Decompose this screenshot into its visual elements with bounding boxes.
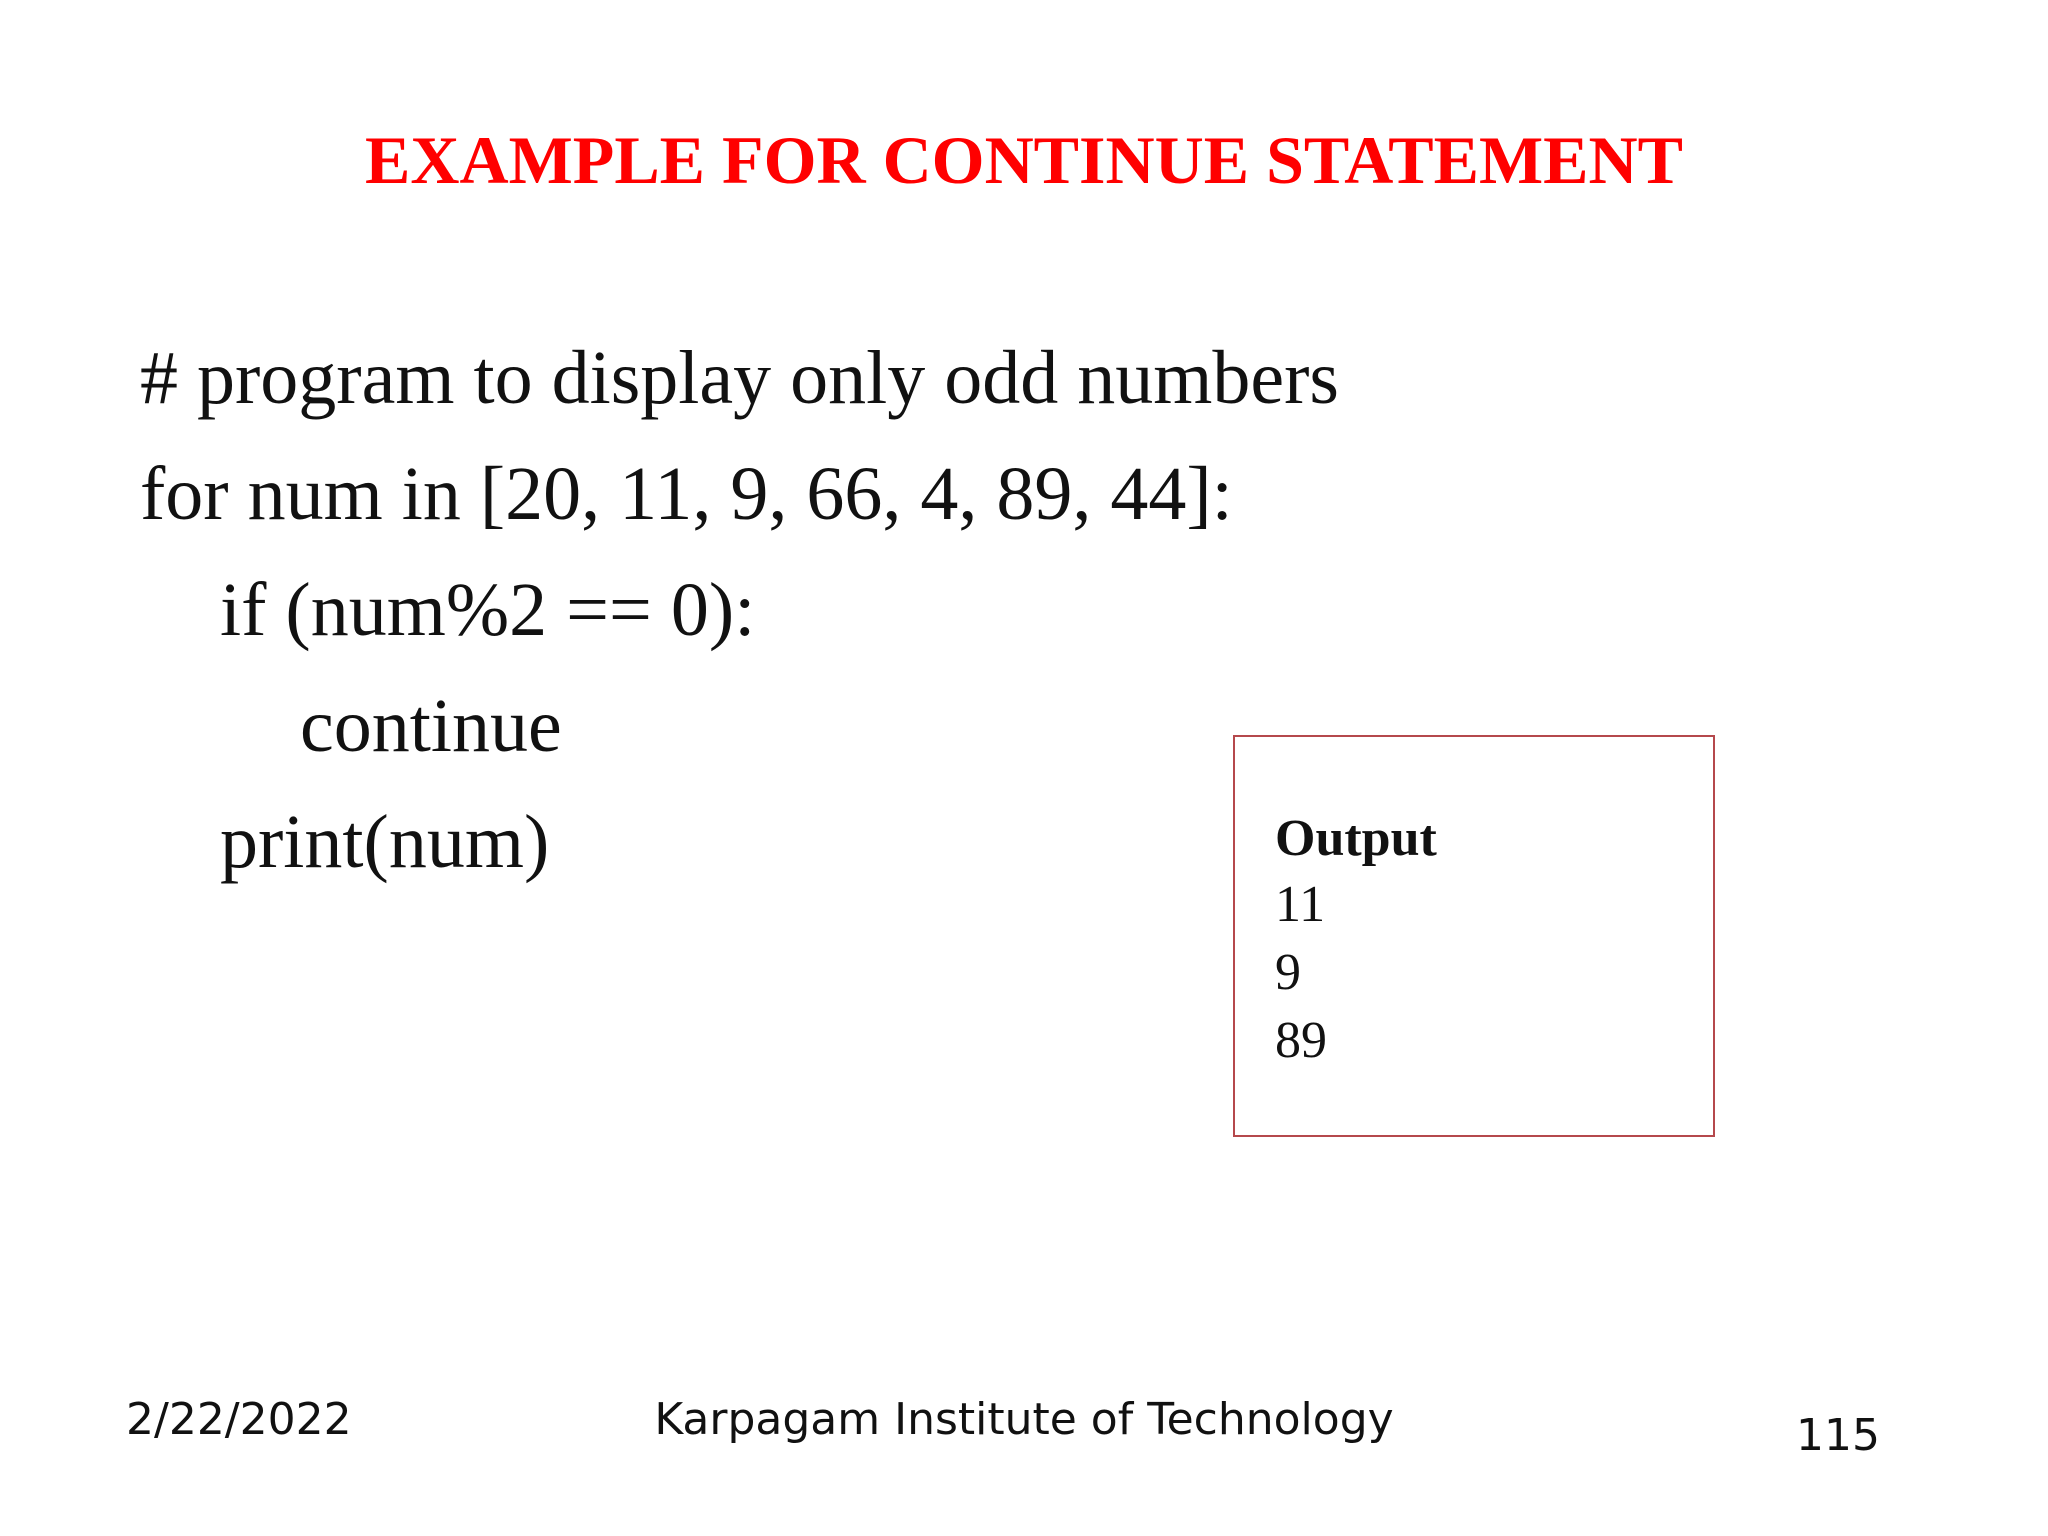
code-if-line: if (num%2 == 0): — [220, 568, 756, 652]
output-value: 9 — [1275, 944, 1301, 1001]
output-value: 89 — [1275, 1012, 1327, 1069]
output-value: 11 — [1275, 876, 1326, 933]
code-continue-line: continue — [300, 684, 562, 768]
slide-page-number: 115 — [1796, 1410, 1880, 1461]
footer-organization: Karpagam Institute of Technology — [654, 1394, 1394, 1445]
code-comment-line: # program to display only odd numbers — [140, 336, 1339, 420]
code-for-line: for num in [20, 11, 9, 66, 4, 89, 44]: — [140, 452, 1233, 536]
code-print-line: print(num) — [220, 800, 550, 884]
footer-date: 2/22/2022 — [126, 1394, 352, 1445]
slide-title: EXAMPLE FOR CONTINUE STATEMENT — [365, 122, 1683, 198]
output-box — [1233, 735, 1715, 1137]
output-values — [1275, 871, 1327, 1075]
output-title: Output — [1275, 810, 1437, 867]
